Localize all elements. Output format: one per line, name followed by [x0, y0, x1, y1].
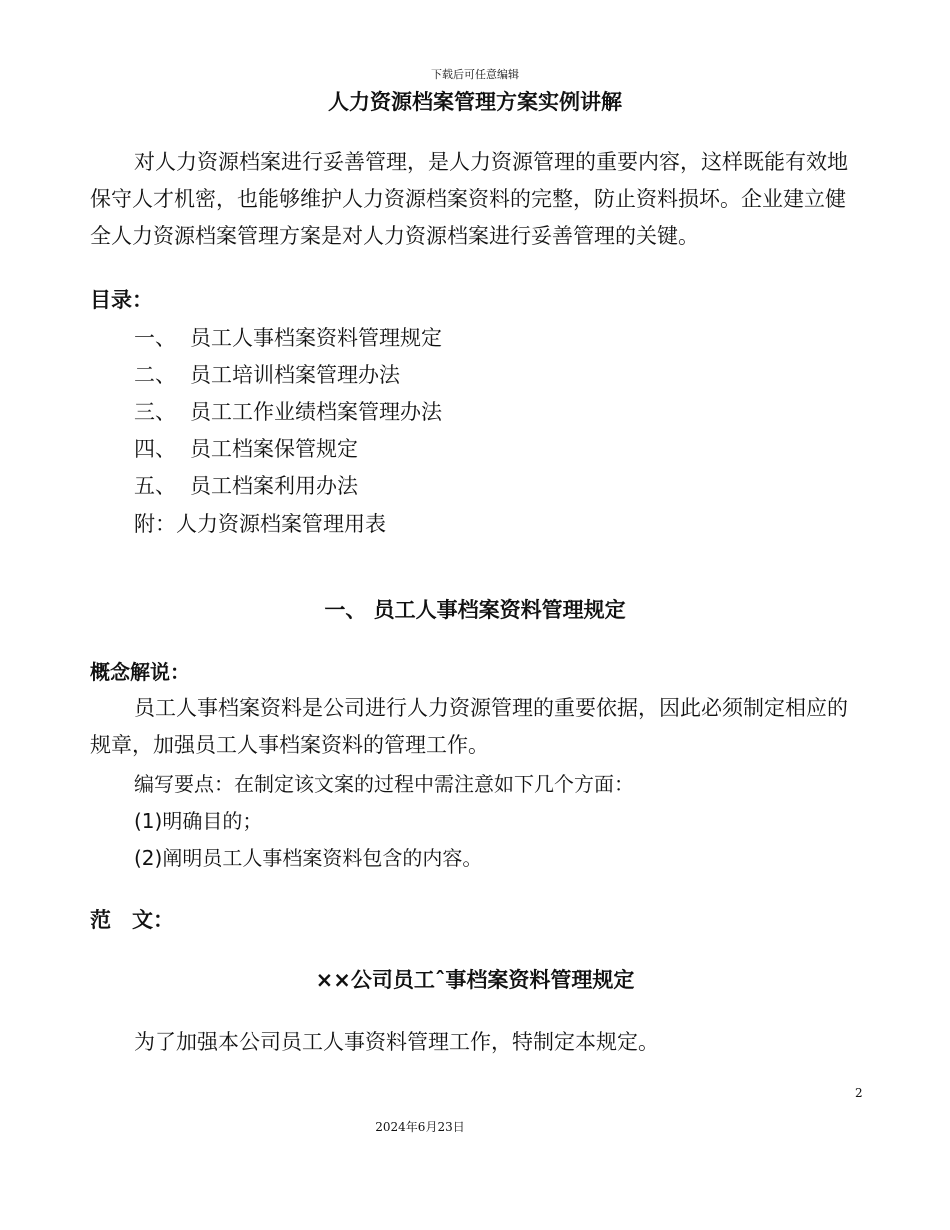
- toc-item-number: 二、: [134, 363, 176, 387]
- toc-item: [134, 322, 442, 352]
- toc-item-number: 五、: [134, 474, 176, 498]
- document-title: 人力资源档案管理方案实例讲解: [328, 90, 622, 114]
- intro-paragraph: 对人力资源档案进行妥善管理，是人力资源管理的重要内容，这样既能有效地保守人才机密，也能够维护人力资源档案资料的完整，防止资料损坏。企业建立健全人力资源档案管理方案是对人力资源档案进行妥善管理的关键。: [90, 150, 848, 248]
- toc-item-label: 员工工作业绩档案管理办法: [190, 400, 442, 424]
- footer-date: 2024年6月23日: [375, 1120, 465, 1134]
- writing-points: 编写要点：在制定该文案的过程中需注意如下几个方面：: [134, 772, 634, 796]
- concept-paragraph: 员工人事档案资料是公司进行人力资源管理的重要依据，因此必须制定相应的规章，加强员工人事档案资料的管理工作。: [90, 696, 848, 757]
- toc-item-number: 三、: [134, 400, 176, 424]
- toc-item: [134, 359, 400, 389]
- sample-label: 范 文：: [90, 908, 174, 932]
- page-number: 2: [855, 1086, 863, 1100]
- toc-item-number: 四、: [134, 437, 176, 461]
- toc-item-number: 一、: [134, 326, 176, 350]
- toc-appendix: 附：人力资源档案管理用表: [134, 512, 386, 536]
- toc-heading: 目录：: [90, 288, 153, 312]
- toc-item: [134, 433, 358, 463]
- point-item: (1)明确目的；: [134, 809, 263, 833]
- toc-item-label: 员工人事档案资料管理规定: [190, 326, 442, 350]
- header-note: 下载后可任意编辑: [431, 68, 519, 81]
- toc-item-label: 员工培训档案管理办法: [190, 363, 400, 387]
- point-item: (2)阐明员工人事档案资料包含的内容。: [134, 846, 483, 870]
- concept-label: 概念解说：: [90, 660, 190, 684]
- toc-item: [134, 396, 442, 426]
- toc-item-label: 员工档案利用办法: [190, 474, 358, 498]
- rule-intro: 为了加强本公司员工人事资料管理工作，特制定本规定。: [134, 1030, 659, 1054]
- section-heading: 一、 员工人事档案资料管理规定: [324, 598, 626, 622]
- toc-item-label: 员工档案保管规定: [190, 437, 358, 461]
- rule-title: ××公司员工ˆ事档案资料管理规定: [315, 968, 635, 992]
- toc-item: [134, 470, 358, 500]
